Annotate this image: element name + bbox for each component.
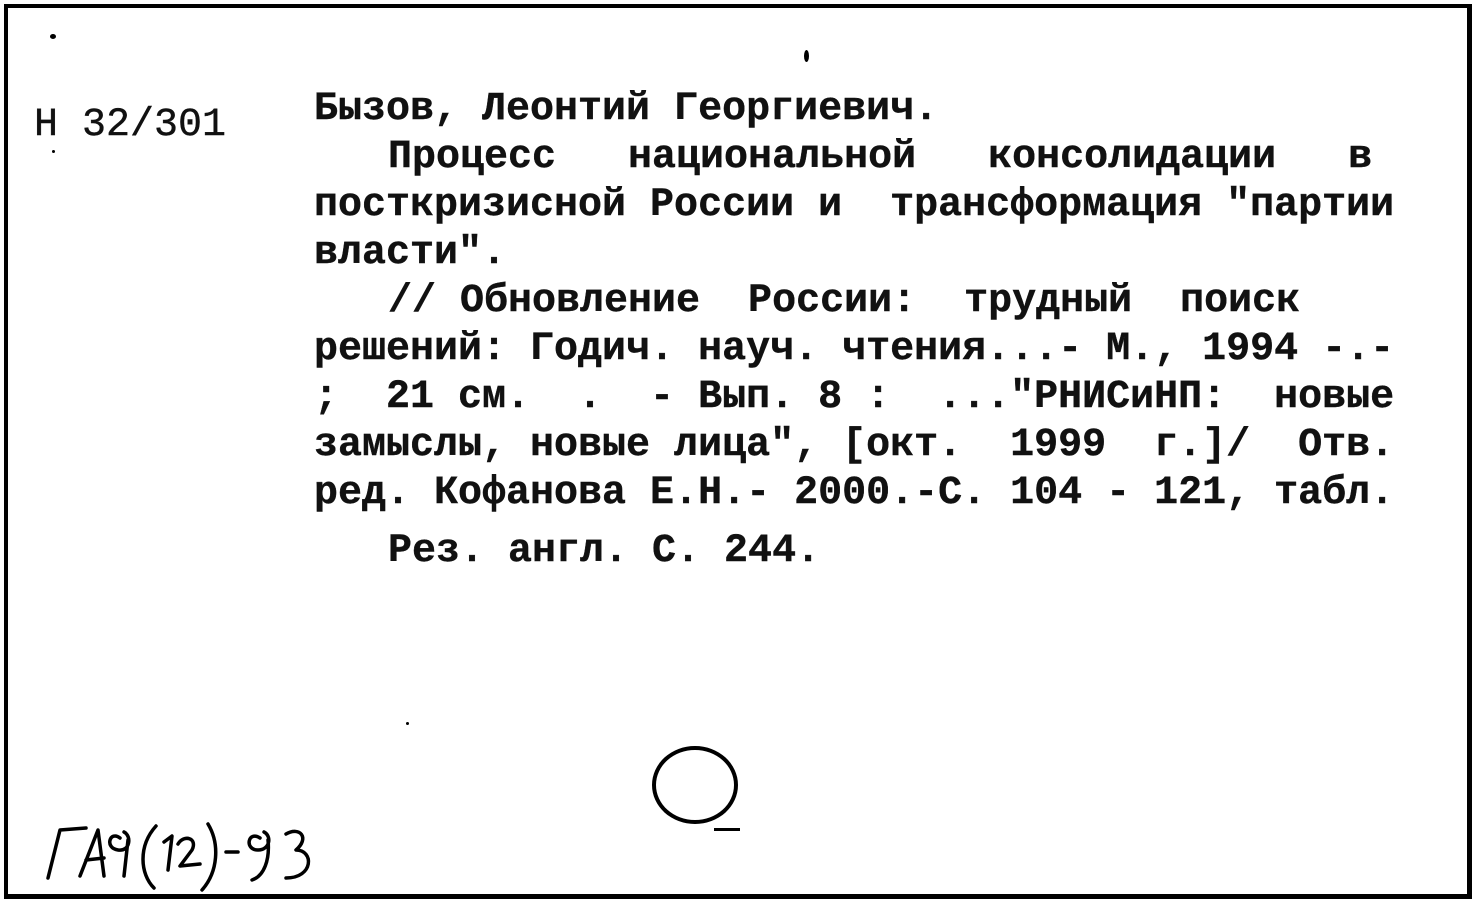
circle-mark — [714, 828, 740, 831]
title-line: посткризисной России и трансформация "партии — [314, 183, 1395, 228]
speck — [50, 34, 56, 39]
speck — [406, 722, 409, 725]
catalog-card — [4, 4, 1472, 899]
speck — [804, 50, 809, 62]
handwritten-classification-code — [38, 808, 358, 898]
speck — [52, 150, 55, 153]
title-line: власти". — [314, 231, 507, 276]
title-line: Процесс национальной консолидации в — [388, 135, 1373, 180]
source-line: решений: Годич. науч. чтения...- М., 1994 -.- — [314, 327, 1395, 372]
source-line: ред. Кофанова Е.Н.- 2000.-С. 104 - 121, табл. — [314, 471, 1395, 516]
source-line: замыслы, новые лица", [окт. 1999 г.]/ Отв. — [314, 423, 1395, 468]
author-line: Бызов, Леонтий Георгиевич. — [314, 87, 939, 132]
summary-line: Рез. англ. С. 244. — [388, 529, 821, 574]
shelf-mark: Н 32/301 — [34, 103, 227, 148]
source-line: // Обновление России: трудный поиск — [388, 279, 1301, 324]
punch-hole-circle — [652, 746, 738, 824]
source-line: ; 21 см. . - Вып. 8 : ..."РНИСиНП: новые — [314, 375, 1395, 420]
